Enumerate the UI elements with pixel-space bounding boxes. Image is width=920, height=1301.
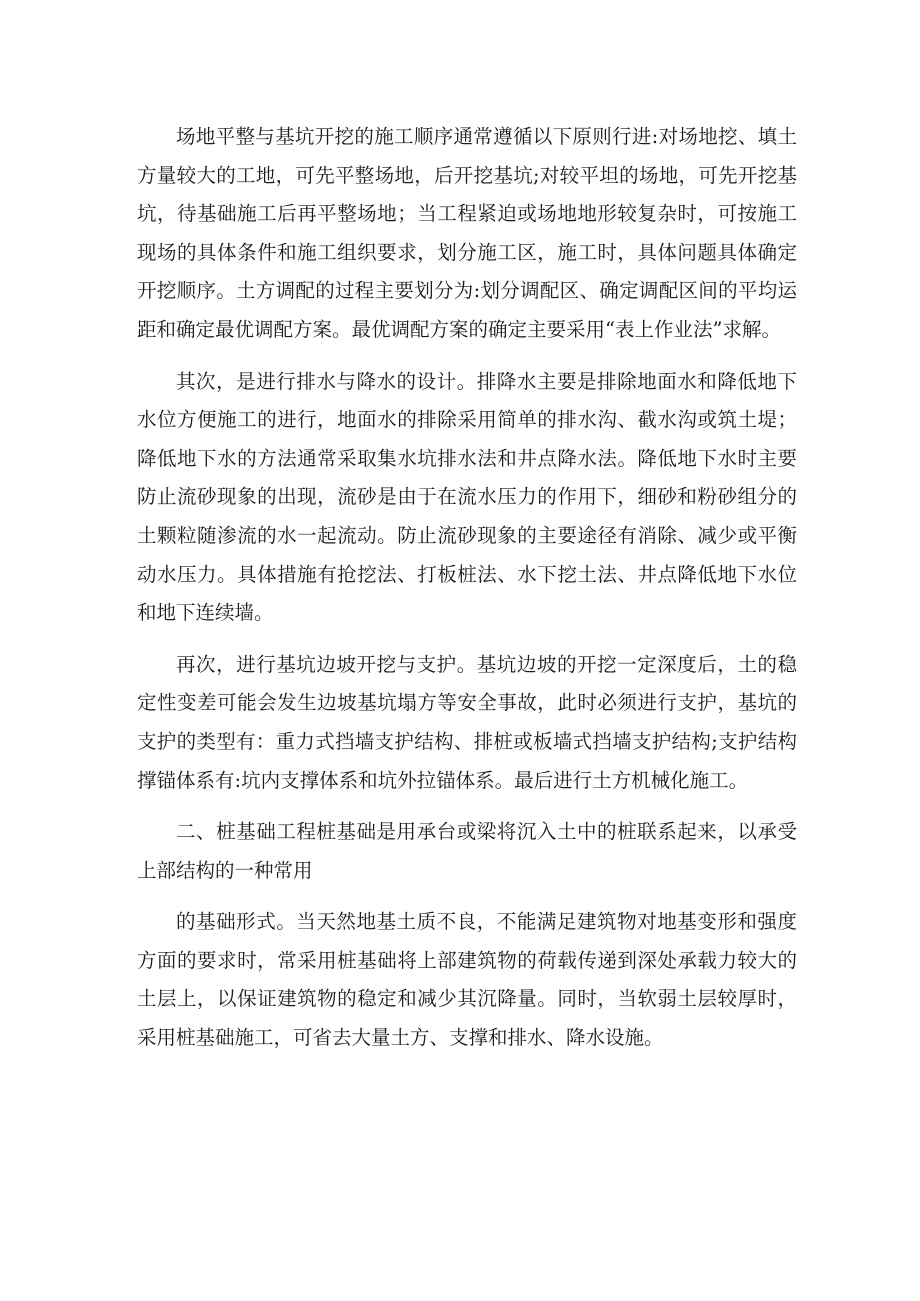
paragraph-drainage-dewatering: 其次，是进行排水与降水的设计。排降水主要是排除地面水和降低地下水位方便施工的进行，地面水的排除采用简单的排水沟、截水沟或筑土堤；降低地下水的方法通常采取集水坑排水法和井点降水法。降低地下水时主要防止流砂现象的出现，流砂是由于在流水压力的作用下，细砂和粉砂组分的土颗粒随渗流的水一起流动。防止流砂现象的主要途径有消除、减少或平衡动水压力。具体措施有抢挖法、打板桩法、水下挖土法、井点降低地下水位和地下连续墙。	[137, 369, 797, 625]
paragraph-site-leveling: 场地平整与基坑开挖的施工顺序通常遵循以下原则行进:对场地挖、填土方量较大的工地，可先平整场地，后开挖基坑;对较平坦的场地，可先开挖基坑，待基础施工后再平整场地；当工程紧迫或场地地形较复杂时，可按施工现场的具体条件和施工组织要求，划分施工区，施工时，具体问题具体确定开挖顺序。土方调配的过程主要划分为:划分调配区、确定调配区间的平均运距和确定最优调配方案。最优调配方案的确定主要采用“表上作业法”求解。	[137, 125, 797, 341]
paragraph-slope-support: 再次，进行基坑边坡开挖与支护。基坑边坡的开挖一定深度后，土的稳定性变差可能会发生边坡基坑塌方等安全事故，此时必须进行支护，基坑的支护的类型有：重力式挡墙支护结构、排桩或板墙式挡墙支护结构;支护结构撑锚体系有:坑内支撑体系和坑外拉锚体系。最后进行土方机械化施工。	[137, 652, 797, 792]
paragraph-pile-foundation-body: 的基础形式。当天然地基土质不良，不能满足建筑物对地基变形和强度方面的要求时，常采用桩基础将上部建筑物的荷载传递到深处承载力较大的土层上，以保证建筑物的稳定和减少其沉降量。同时，当软弱土层较厚时，采用桩基础施工，可省去大量土方、支撑和排水、降水设施。	[137, 910, 797, 1050]
paragraph-pile-foundation-heading: 二、桩基础工程桩基础是用承台或梁将沉入土中的桩联系起来，以承受上部结构的一种常用	[137, 820, 797, 882]
document-body	[137, 118, 797, 1058]
